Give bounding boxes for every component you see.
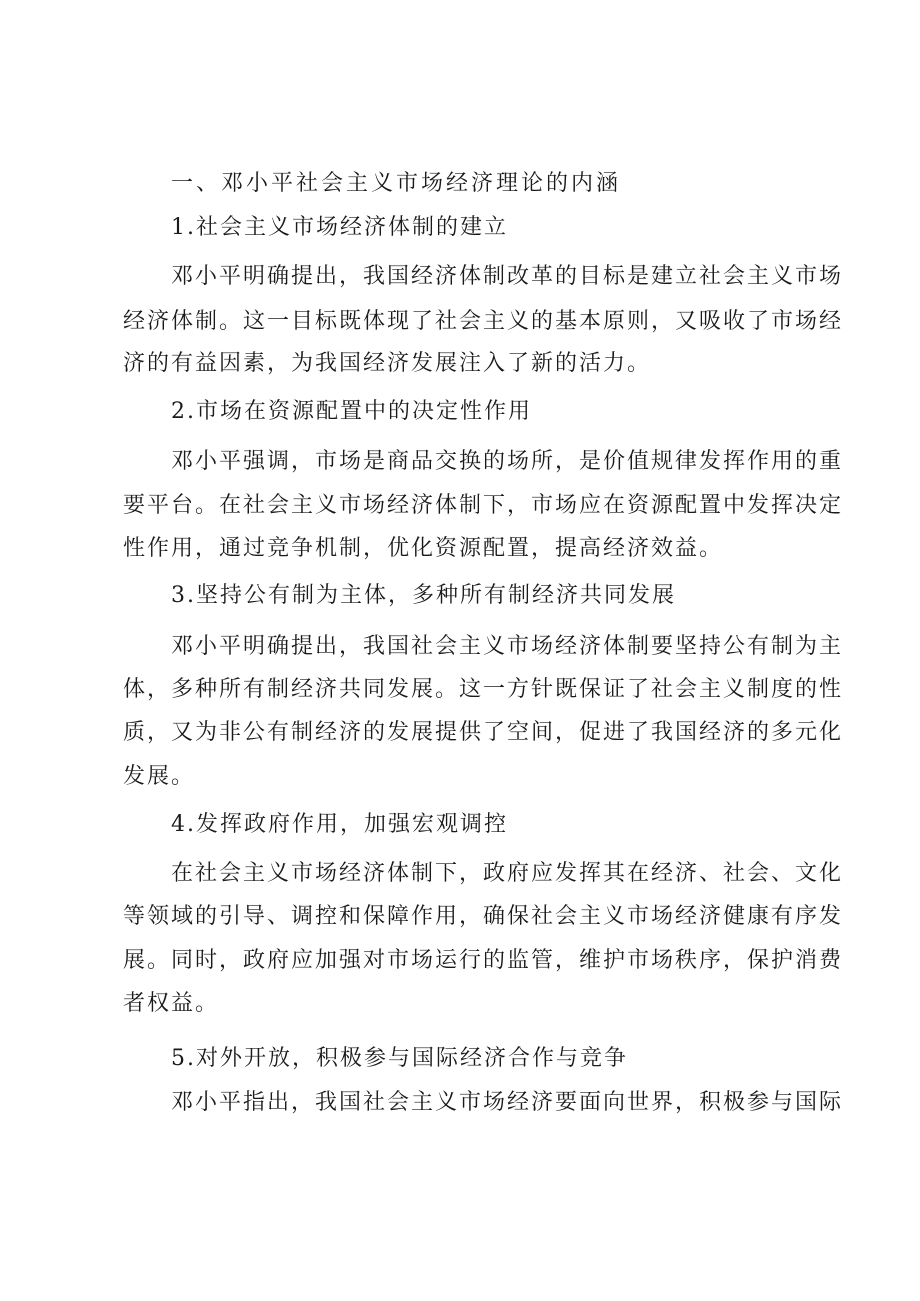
document-title: 一、邓小平社会主义市场经济理论的内涵 — [171, 171, 622, 196]
section-4-line-1: 在社会主义市场经济体制下，政府应发挥其在经济、社会、文化 — [171, 861, 844, 886]
section-5-heading: 5.对外开放，积极参与国际经济合作与竞争 — [171, 1046, 628, 1071]
section-1-line-1: 邓小平明确提出，我国经济体制改革的目标是建立社会主义市场 — [171, 264, 844, 289]
section-4-line-2: 等领域的引导、调控和保障作用，确保社会主义市场经济健康有序发 — [123, 904, 844, 929]
section-2-heading: 2.市场在资源配置中的决定性作用 — [171, 399, 532, 424]
section-1-heading: 1.社会主义市场经济体制的建立 — [171, 215, 508, 240]
section-4-line-4: 者权益。 — [123, 991, 220, 1016]
section-3-heading: 3.坚持公有制为主体，多种所有制经济共同发展 — [171, 583, 676, 608]
section-5-line-1: 邓小平指出，我国社会主义市场经济要面向世界，积极参与国际 — [171, 1090, 844, 1115]
section-3-line-4: 发展。 — [123, 764, 196, 789]
section-3-line-3: 质，又为非公有制经济的发展提供了空间，促进了我国经济的多元化 — [123, 720, 844, 745]
section-1-line-2: 经济体制。这一目标既体现了社会主义的基本原则，又吸收了市场经 — [123, 309, 844, 334]
section-2-line-3: 性作用，通过竞争机制，优化资源配置，提高经济效益。 — [123, 536, 724, 561]
section-1-line-3: 济的有益因素，为我国经济发展注入了新的活力。 — [123, 351, 652, 376]
section-4-heading: 4.发挥政府作用，加强宏观调控 — [171, 812, 508, 837]
section-2-line-2: 要平台。在社会主义市场经济体制下，市场应在资源配置中发挥决定 — [123, 493, 844, 518]
section-4-line-3: 展。同时，政府应加强对市场运行的监管，维护市场秩序，保护消费 — [123, 948, 844, 973]
section-3-line-1: 邓小平明确提出，我国社会主义市场经济体制要坚持公有制为主 — [171, 634, 844, 659]
section-2-line-1: 邓小平强调，市场是商品交换的场所，是价值规律发挥作用的重 — [171, 449, 844, 474]
section-3-line-2: 体，多种所有制经济共同发展。这一方针既保证了社会主义制度的性 — [123, 677, 844, 702]
